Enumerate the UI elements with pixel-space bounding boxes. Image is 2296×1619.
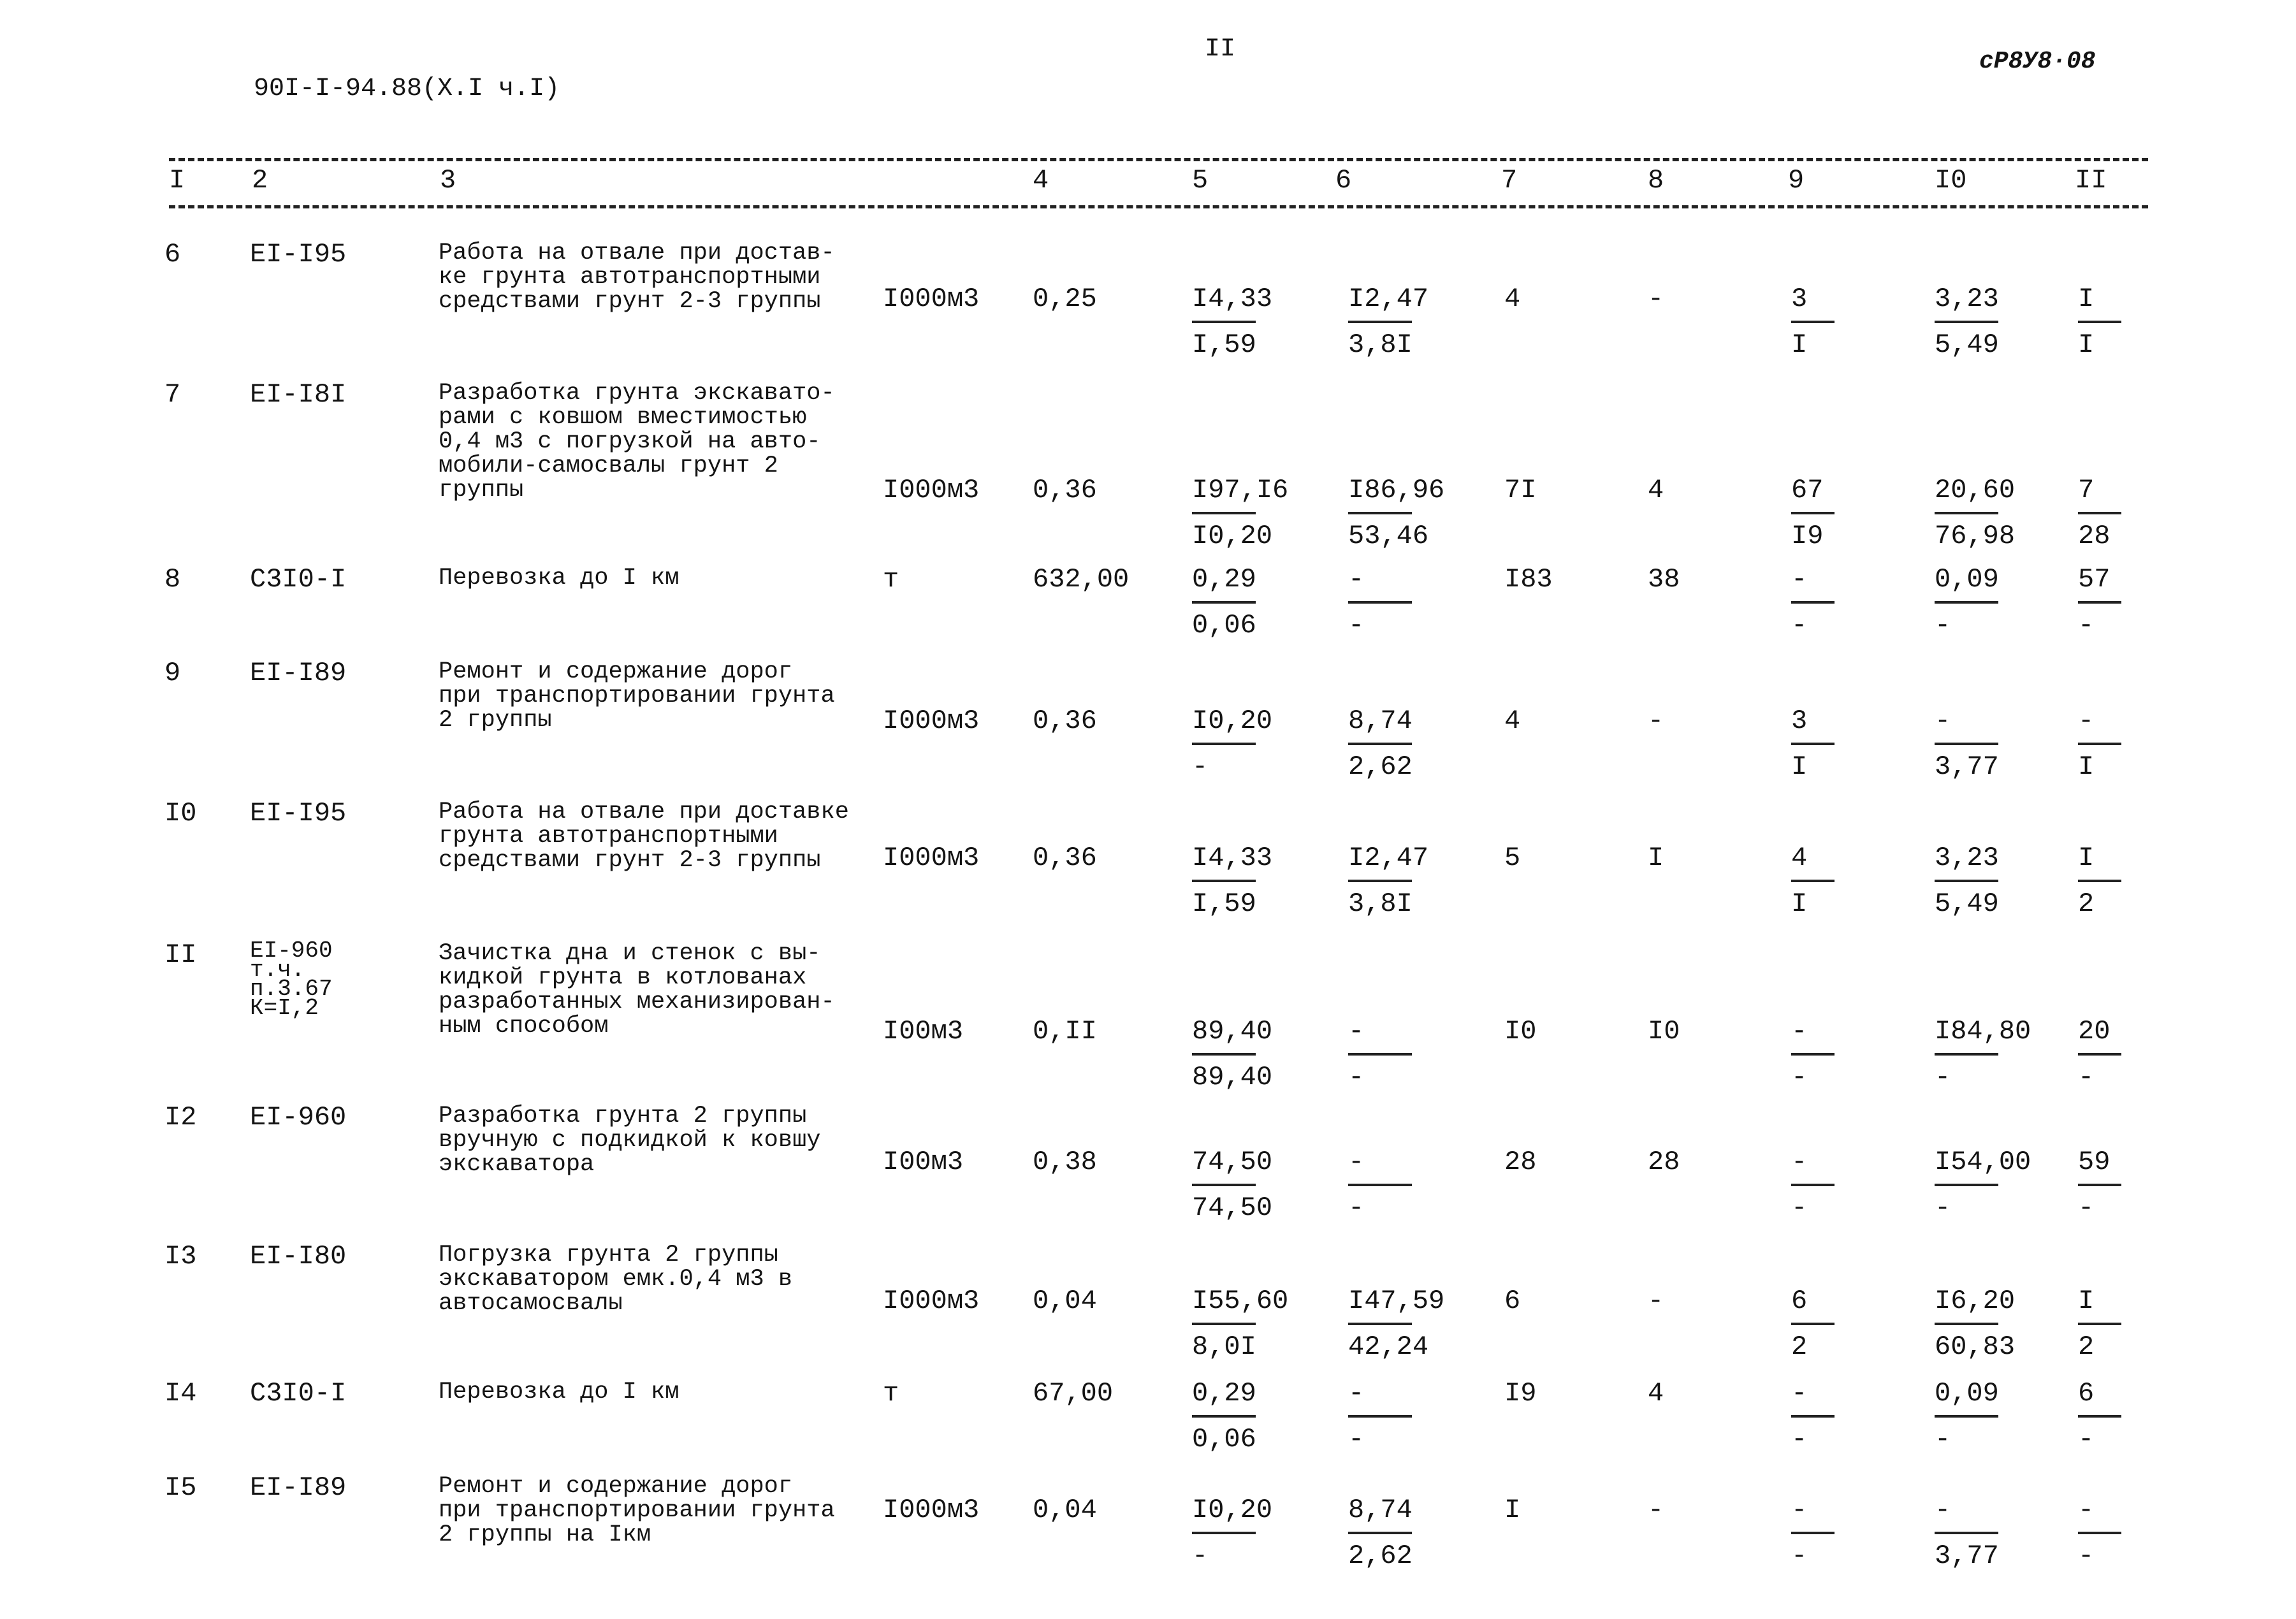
- fraction-numerator: 4: [1791, 843, 1808, 873]
- fraction-denominator: -: [1935, 1193, 1951, 1223]
- fraction-denominator: -: [2078, 610, 2095, 641]
- col-head-9: 9: [1788, 165, 1805, 196]
- fraction-numerator: 59: [2078, 1147, 2111, 1177]
- fraction-denominator: I: [1791, 889, 1808, 919]
- fraction-bar: [1192, 1532, 1256, 1534]
- fraction-denominator: -: [1192, 751, 1209, 782]
- fraction-denominator: -: [1791, 610, 1808, 641]
- fraction-numerator: 3: [1791, 284, 1808, 314]
- fraction-numerator: I: [2078, 843, 2095, 873]
- fraction-denominator: -: [1791, 1541, 1808, 1571]
- norm-code-cell: EI-I95: [250, 798, 347, 829]
- row-number-cell: I5: [164, 1472, 197, 1503]
- fraction-bar: [2078, 1532, 2121, 1534]
- row-number-cell: II: [164, 940, 197, 970]
- fraction-bar: [1791, 1323, 1835, 1325]
- fraction-bar: [1348, 512, 1412, 514]
- fraction-numerator: 8,74: [1348, 706, 1413, 736]
- fraction-denominator: 3,8I: [1348, 889, 1413, 919]
- fraction-numerator: I0,20: [1192, 1495, 1273, 1525]
- col-head-10: I0: [1935, 165, 1967, 196]
- fraction-denominator: 3,8I: [1348, 330, 1413, 360]
- fraction-bar: [1935, 1184, 1998, 1186]
- fraction-numerator: I97,I6: [1192, 475, 1289, 505]
- fraction-numerator: I86,96: [1348, 475, 1445, 505]
- fraction-numerator: -: [2078, 706, 2095, 736]
- fraction-bar: [1192, 1415, 1256, 1418]
- fraction-numerator: 6: [2078, 1378, 2095, 1409]
- fraction-denominator: -: [1791, 1062, 1808, 1093]
- fraction-bar: [2078, 880, 2121, 882]
- col-8-cell: -: [1648, 1495, 1664, 1525]
- col-8-cell: I: [1648, 843, 1664, 873]
- col-head-6: 6: [1335, 165, 1352, 196]
- col-7-cell: 6: [1504, 1286, 1521, 1316]
- norm-code-cell: EI-I80: [250, 1241, 347, 1272]
- fraction-bar: [1348, 880, 1412, 882]
- quantity-cell: 0,36: [1033, 843, 1097, 873]
- norm-code-cell: EI-I89: [250, 1472, 347, 1503]
- fraction-numerator: -: [1791, 1495, 1808, 1525]
- fraction-denominator: -: [2078, 1193, 2095, 1223]
- row-number-cell: 8: [164, 564, 181, 595]
- row-number-cell: I3: [164, 1241, 197, 1272]
- fraction-denominator: -: [1348, 610, 1365, 641]
- col-head-8: 8: [1648, 165, 1664, 196]
- col-8-cell: -: [1648, 1286, 1664, 1316]
- fraction-bar: [1348, 1415, 1412, 1418]
- fraction-denominator: I,59: [1192, 889, 1256, 919]
- fraction-bar: [1348, 1323, 1412, 1325]
- fraction-bar: [1791, 880, 1835, 882]
- fraction-denominator: 76,98: [1935, 521, 2016, 551]
- fraction-bar: [1935, 601, 1998, 604]
- fraction-denominator: 2: [1791, 1332, 1808, 1362]
- fraction-numerator: I4,33: [1192, 843, 1273, 873]
- fraction-numerator: I84,80: [1935, 1016, 2031, 1047]
- unit-cell: I00м3: [883, 1147, 964, 1177]
- unit-cell: I000м3: [883, 843, 980, 873]
- fraction-bar: [2078, 1323, 2121, 1325]
- col-7-cell: 28: [1504, 1147, 1537, 1177]
- quantity-cell: 0,38: [1033, 1147, 1097, 1177]
- fraction-bar: [1935, 1532, 1998, 1534]
- handwritten-stamp: cP8У8·08: [1979, 48, 2096, 75]
- col-7-cell: I0: [1504, 1016, 1537, 1047]
- col-8-cell: 38: [1648, 564, 1680, 595]
- row-number-cell: I4: [164, 1378, 197, 1409]
- fraction-numerator: I: [2078, 284, 2095, 314]
- fraction-numerator: 89,40: [1192, 1016, 1273, 1047]
- header-top-rule: [169, 158, 2148, 161]
- fraction-denominator: 89,40: [1192, 1062, 1273, 1093]
- work-description-cell: Работа на отвале при доставке грунта автотранспортными средствами грунт 2-3 группы: [439, 799, 849, 874]
- fraction-denominator: -: [1935, 610, 1951, 641]
- fraction-bar: [1192, 743, 1256, 745]
- fraction-denominator: -: [1348, 1062, 1365, 1093]
- fraction-bar: [1192, 1323, 1256, 1325]
- work-description-cell: Разработка грунта 2 группы вручную с подкидкой к ковшу экскаватора: [439, 1103, 821, 1178]
- unit-cell: I000м3: [883, 284, 980, 314]
- row-number-cell: I0: [164, 798, 197, 829]
- work-description-cell: Зачистка дна и стенок с вы- кидкой грунта в котлованах разработанных механизирован- ным способом: [439, 940, 835, 1040]
- fraction-denominator: I,59: [1192, 330, 1256, 360]
- fraction-bar: [2078, 321, 2121, 323]
- fraction-denominator: I: [1791, 330, 1808, 360]
- work-description-cell: Перевозка до I км: [439, 565, 679, 592]
- work-description-cell: Перевозка до I км: [439, 1379, 679, 1405]
- fraction-numerator: 3: [1791, 706, 1808, 736]
- fraction-numerator: I55,60: [1192, 1286, 1289, 1316]
- fraction-bar: [1791, 601, 1835, 604]
- fraction-denominator: 2,62: [1348, 751, 1413, 782]
- fraction-denominator: 3,77: [1935, 1541, 1999, 1571]
- fraction-numerator: 0,29: [1192, 1378, 1256, 1409]
- unit-cell: I000м3: [883, 1495, 980, 1525]
- col-7-cell: 7I: [1504, 475, 1537, 505]
- fraction-numerator: -: [1935, 1495, 1951, 1525]
- col-8-cell: -: [1648, 706, 1664, 736]
- row-number-cell: 7: [164, 379, 181, 410]
- quantity-cell: 67,00: [1033, 1378, 1114, 1409]
- fraction-bar: [1348, 321, 1412, 323]
- work-description-cell: Ремонт и содержание дорог при транспортировании грунта 2 группы на Iкм: [439, 1473, 835, 1548]
- norm-code-cell: EI-I95: [250, 239, 347, 270]
- fraction-bar: [1935, 1323, 1998, 1325]
- work-description-cell: Разработка грунта экскавато- рами с ковшом вместимостью 0,4 м3 с погрузкой на авто- мобили-самосвалы грунт 2 группы: [439, 380, 835, 504]
- fraction-bar: [1791, 1532, 1835, 1534]
- col-8-cell: 28: [1648, 1147, 1680, 1177]
- quantity-cell: 0,36: [1033, 475, 1097, 505]
- row-number-cell: I2: [164, 1102, 197, 1133]
- col-8-cell: 4: [1648, 475, 1664, 505]
- fraction-denominator: 28: [2078, 521, 2111, 551]
- fraction-denominator: 5,49: [1935, 330, 1999, 360]
- fraction-numerator: 74,50: [1192, 1147, 1273, 1177]
- header-bottom-rule: [169, 205, 2148, 208]
- fraction-numerator: 20,60: [1935, 475, 2016, 505]
- quantity-cell: 0,04: [1033, 1286, 1097, 1316]
- unit-cell: I00м3: [883, 1016, 964, 1047]
- fraction-bar: [1348, 601, 1412, 604]
- norm-code-cell: EI-960 т.ч. п.3.67 К=I,2: [250, 938, 333, 1021]
- fraction-denominator: 53,46: [1348, 521, 1429, 551]
- fraction-bar: [2078, 601, 2121, 604]
- fraction-bar: [1348, 1532, 1412, 1534]
- work-description-cell: Погрузка грунта 2 группы экскаватором емк.0,4 м3 в автосамосвалы: [439, 1242, 793, 1317]
- col-7-cell: 4: [1504, 706, 1521, 736]
- col-7-cell: 5: [1504, 843, 1521, 873]
- fraction-denominator: 8,0I: [1192, 1332, 1256, 1362]
- fraction-bar: [1791, 1184, 1835, 1186]
- fraction-denominator: 0,06: [1192, 610, 1256, 641]
- fraction-denominator: -: [2078, 1062, 2095, 1093]
- fraction-numerator: I2,47: [1348, 843, 1429, 873]
- fraction-numerator: 20: [2078, 1016, 2111, 1047]
- col-head-5: 5: [1192, 165, 1209, 196]
- fraction-bar: [1791, 321, 1835, 323]
- col-head-4: 4: [1033, 165, 1049, 196]
- fraction-numerator: I: [2078, 1286, 2095, 1316]
- norm-code-cell: EI-I8I: [250, 379, 347, 410]
- fraction-bar: [1192, 601, 1256, 604]
- fraction-denominator: -: [1791, 1424, 1808, 1455]
- fraction-denominator: I9: [1791, 521, 1824, 551]
- fraction-denominator: 3,77: [1935, 751, 1999, 782]
- fraction-numerator: -: [1791, 1016, 1808, 1047]
- fraction-numerator: 8,74: [1348, 1495, 1413, 1525]
- fraction-denominator: I: [2078, 751, 2095, 782]
- fraction-denominator: -: [1348, 1193, 1365, 1223]
- fraction-numerator: 3,23: [1935, 284, 1999, 314]
- quantity-cell: 0,36: [1033, 706, 1097, 736]
- fraction-numerator: -: [1935, 706, 1951, 736]
- norm-code-cell: C3I0-I: [250, 564, 347, 595]
- fraction-numerator: 0,09: [1935, 564, 1999, 595]
- fraction-numerator: 6: [1791, 1286, 1808, 1316]
- fraction-numerator: 0,09: [1935, 1378, 1999, 1409]
- fraction-numerator: 57: [2078, 564, 2111, 595]
- fraction-denominator: 0,06: [1192, 1424, 1256, 1455]
- fraction-bar: [1192, 512, 1256, 514]
- fraction-numerator: I54,00: [1935, 1147, 2031, 1177]
- fraction-denominator: I0,20: [1192, 521, 1273, 551]
- unit-cell: т: [883, 564, 899, 595]
- row-number-cell: 6: [164, 239, 181, 270]
- fraction-bar: [2078, 1053, 2121, 1056]
- unit-cell: I000м3: [883, 475, 980, 505]
- fraction-bar: [1348, 1053, 1412, 1056]
- fraction-bar: [1791, 1053, 1835, 1056]
- fraction-numerator: -: [1348, 1378, 1365, 1409]
- fraction-bar: [1935, 321, 1998, 323]
- fraction-denominator: -: [1192, 1541, 1209, 1571]
- fraction-denominator: -: [1791, 1193, 1808, 1223]
- fraction-bar: [1192, 1184, 1256, 1186]
- quantity-cell: 632,00: [1033, 564, 1130, 595]
- col-7-cell: I83: [1504, 564, 1553, 595]
- fraction-denominator: -: [1935, 1424, 1951, 1455]
- unit-cell: I000м3: [883, 706, 980, 736]
- col-7-cell: I: [1504, 1495, 1521, 1525]
- document-code: 90I-I-94.88(X.I ч.I): [254, 75, 560, 103]
- fraction-bar: [1192, 880, 1256, 882]
- fraction-denominator: I: [2078, 330, 2095, 360]
- fraction-numerator: 0,29: [1192, 564, 1256, 595]
- fraction-bar: [1791, 1415, 1835, 1418]
- fraction-numerator: -: [1348, 1016, 1365, 1047]
- fraction-denominator: 74,50: [1192, 1193, 1273, 1223]
- fraction-bar: [1935, 743, 1998, 745]
- fraction-bar: [1935, 1053, 1998, 1056]
- col-7-cell: I9: [1504, 1378, 1537, 1409]
- work-description-cell: Работа на отвале при достав- ке грунта автотранспортными средствами грунт 2-3 группы: [439, 240, 835, 315]
- fraction-numerator: I0,20: [1192, 706, 1273, 736]
- fraction-numerator: -: [1348, 564, 1365, 595]
- fraction-bar: [1935, 880, 1998, 882]
- fraction-bar: [1192, 1053, 1256, 1056]
- page-number: II: [1205, 35, 1236, 64]
- fraction-numerator: I47,59: [1348, 1286, 1445, 1316]
- fraction-numerator: -: [1791, 1147, 1808, 1177]
- fraction-bar: [2078, 1184, 2121, 1186]
- fraction-bar: [1791, 512, 1835, 514]
- fraction-bar: [1935, 1415, 1998, 1418]
- fraction-numerator: I2,47: [1348, 284, 1429, 314]
- fraction-bar: [2078, 1415, 2121, 1418]
- fraction-numerator: I4,33: [1192, 284, 1273, 314]
- fraction-bar: [1791, 743, 1835, 745]
- norm-code-cell: EI-960: [250, 1102, 347, 1133]
- fraction-bar: [1348, 1184, 1412, 1186]
- row-number-cell: 9: [164, 658, 181, 688]
- fraction-bar: [2078, 743, 2121, 745]
- col-head-1: I: [169, 165, 185, 196]
- col-7-cell: 4: [1504, 284, 1521, 314]
- fraction-denominator: 2: [2078, 889, 2095, 919]
- fraction-denominator: -: [2078, 1424, 2095, 1455]
- fraction-denominator: -: [1348, 1424, 1365, 1455]
- fraction-denominator: I: [1791, 751, 1808, 782]
- col-head-7: 7: [1501, 165, 1518, 196]
- col-head-11: II: [2075, 165, 2107, 196]
- col-head-2: 2: [252, 165, 268, 196]
- fraction-denominator: 2: [2078, 1332, 2095, 1362]
- fraction-bar: [2078, 512, 2121, 514]
- fraction-numerator: 7: [2078, 475, 2095, 505]
- fraction-numerator: I6,20: [1935, 1286, 2016, 1316]
- quantity-cell: 0,II: [1033, 1016, 1097, 1047]
- fraction-bar: [1935, 512, 1998, 514]
- col-8-cell: 4: [1648, 1378, 1664, 1409]
- norm-code-cell: C3I0-I: [250, 1378, 347, 1409]
- fraction-bar: [1192, 321, 1256, 323]
- fraction-numerator: -: [1348, 1147, 1365, 1177]
- quantity-cell: 0,04: [1033, 1495, 1097, 1525]
- work-description-cell: Ремонт и содержание дорог при транспортировании грунта 2 группы: [439, 658, 835, 734]
- unit-cell: т: [883, 1378, 899, 1409]
- unit-cell: I000м3: [883, 1286, 980, 1316]
- col-head-3: 3: [440, 165, 456, 196]
- fraction-numerator: 3,23: [1935, 843, 1999, 873]
- fraction-numerator: -: [2078, 1495, 2095, 1525]
- norm-code-cell: EI-I89: [250, 658, 347, 688]
- fraction-numerator: -: [1791, 564, 1808, 595]
- quantity-cell: 0,25: [1033, 284, 1097, 314]
- fraction-denominator: 60,83: [1935, 1332, 2016, 1362]
- fraction-denominator: 42,24: [1348, 1332, 1429, 1362]
- fraction-denominator: -: [1935, 1062, 1951, 1093]
- fraction-denominator: 2,62: [1348, 1541, 1413, 1571]
- fraction-bar: [1348, 743, 1412, 745]
- col-8-cell: -: [1648, 284, 1664, 314]
- fraction-numerator: 67: [1791, 475, 1824, 505]
- col-8-cell: I0: [1648, 1016, 1680, 1047]
- fraction-numerator: -: [1791, 1378, 1808, 1409]
- fraction-denominator: -: [2078, 1541, 2095, 1571]
- fraction-denominator: 5,49: [1935, 889, 1999, 919]
